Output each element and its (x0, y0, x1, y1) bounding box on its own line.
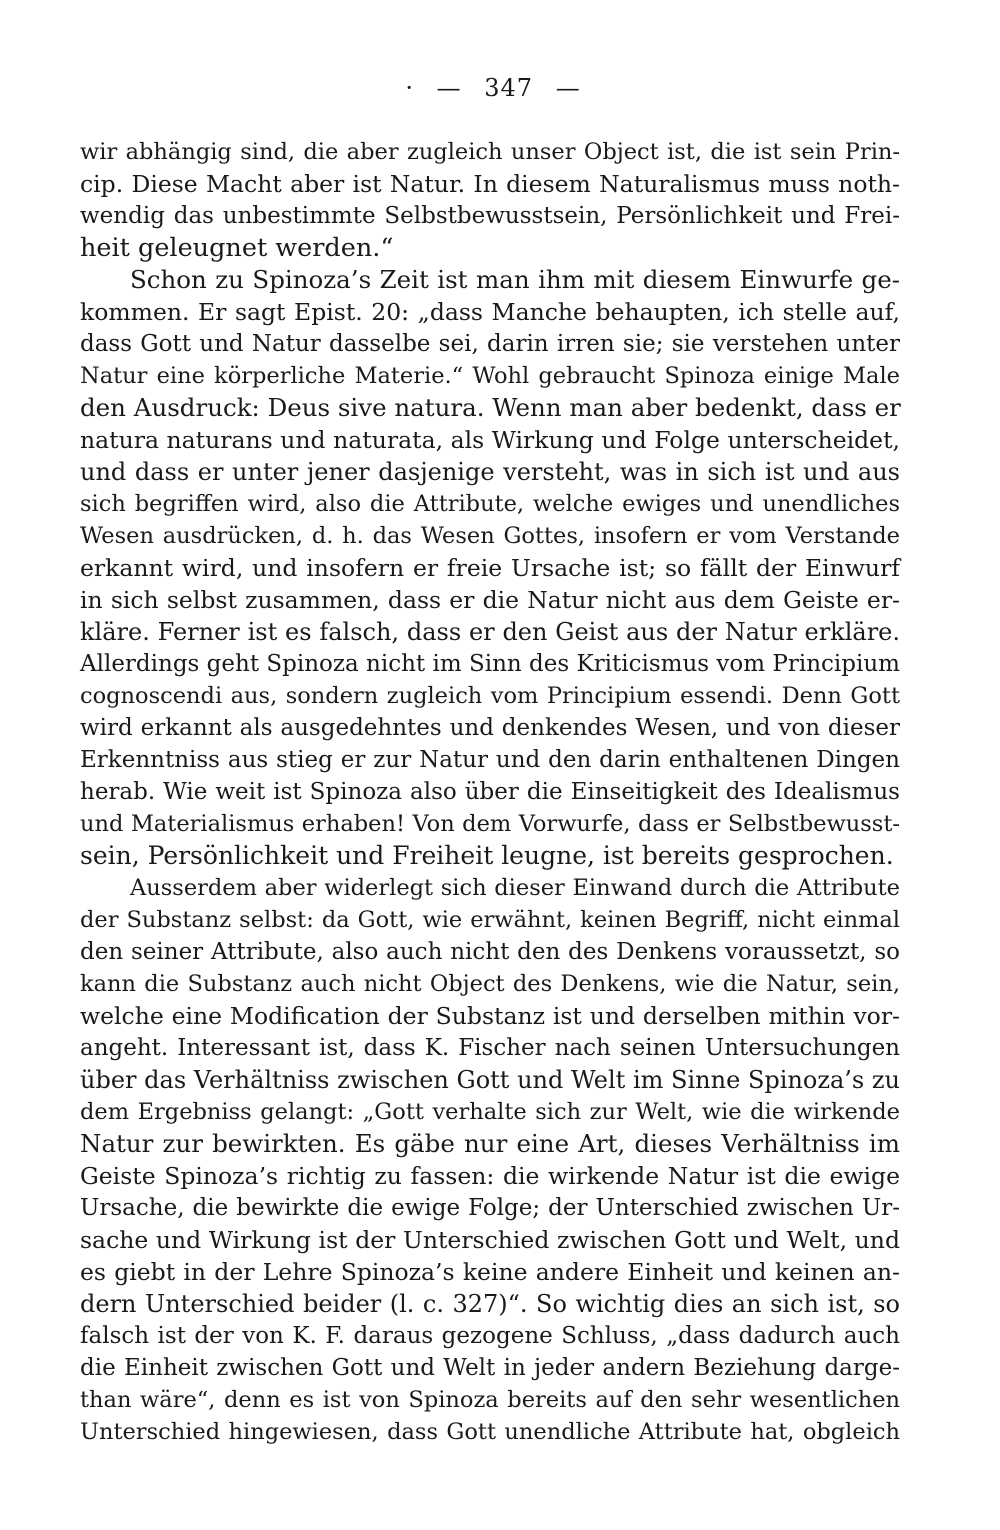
text-line: den seiner Attribute, also auch nicht den des Denkens voraussetzt, so (80, 939, 900, 965)
text-line: Ausserdem aber widerlegt sich dieser Einwand durch die Attribute (130, 875, 900, 901)
text-line: wir abhängig sind, die aber zugleich unser Object ist, die ist sein Prin- (80, 139, 900, 165)
text-line: herab. Wie weit ist Spinoza also über die Einseitigkeit des Idealismus (80, 779, 900, 805)
text-line: sache und Wirkung ist der Unterschied zwischen Gott und Welt, und (80, 1226, 900, 1254)
text-line: Schon zu Spinoza’s Zeit ist man ihm mit diesem Einwurfe ge- (130, 265, 900, 294)
text-line: kann die Substanz auch nicht Object des Denkens, wie die Natur, sein, (80, 971, 900, 997)
text-line: über das Verhältniss zwischen Gott und Welt im Sinne Spinoza’s zu (80, 1066, 900, 1094)
text-line: der Substanz selbst: da Gott, wie erwähnt, keinen Begriff, nicht einmal (80, 907, 900, 933)
text-line: welche eine Modification der Substanz ist und derselben mithin vor- (80, 1002, 900, 1030)
text-line: kommen. Er sagt Epist. 20: „dass Manche behaupten, ich stelle auf, (80, 298, 900, 326)
text-line: sein, Persönlichkeit und Freiheit leugne, ist bereits gesprochen. (80, 841, 894, 870)
text-line: die Einheit zwischen Gott und Welt in jeder andern Beziehung darge- (80, 1355, 900, 1381)
text-line: than wäre“, denn es ist von Spinoza bereits auf den sehr wesentlichen (80, 1387, 900, 1413)
page-header (0, 74, 1000, 102)
text-line: wendig das unbestimmte Selbstbewusstsein, Persönlichkeit und Frei- (80, 203, 900, 229)
text-line: Wesen ausdrücken, d. h. das Wesen Gottes, insofern er vom Verstande (80, 523, 900, 549)
text-line: Erkenntniss aus stieg er zur Natur und den darin enthaltenen Dingen (80, 747, 900, 773)
text-line: heit geleugnet werden.“ (80, 233, 394, 263)
header-dash-right: — (555, 74, 581, 102)
text-line: natura naturans und naturata, als Wirkung und Folge unterscheidet, (80, 426, 900, 454)
header-dash-left: — (436, 74, 462, 102)
text-line: Unterschied hingewiesen, dass Gott unendliche Attribute hat, obgleich (80, 1419, 900, 1445)
text-line: angeht. Interessant ist, dass K. Fischer nach seinen Untersuchungen (80, 1035, 900, 1061)
text-line: sich begriffen wird, also die Attribute, welche ewiges und unendliches (80, 491, 900, 517)
text-line: dem Ergebniss gelangt: „Gott verhalte sich zur Welt, wie die wirkende (80, 1099, 900, 1125)
text-line: es giebt in der Lehre Spinoza’s keine andere Einheit und keinen an- (80, 1258, 900, 1286)
text-line: wird erkannt als ausgedehntes und denkendes Wesen, und von dieser (80, 715, 900, 741)
text-line: Allerdings geht Spinoza nicht im Sinn des Kriticismus vom Principium (80, 651, 900, 677)
text-line: den Ausdruck: Deus sive natura. Wenn man aber bedenkt, dass er (80, 393, 901, 422)
text-line: erkannt wird, und insofern er freie Ursache ist; so fällt der Einwurf (80, 554, 900, 582)
text-line: in sich selbst zusammen, dass er die Natur nicht aus dem Geiste er- (80, 586, 900, 614)
text-line: cip. Diese Macht aber ist Natur. In diesem Naturalismus muss noth- (80, 170, 900, 198)
text-line: Natur zur bewirkten. Es gäbe nur eine Art, dieses Verhältniss im (80, 1129, 900, 1158)
text-line: dass Gott und Natur dasselbe sei, darin irren sie; sie verstehen unter (80, 331, 900, 357)
text-line: cognoscendi aus, sondern zugleich vom Principium essendi. Denn Gott (80, 683, 900, 709)
text-line: und dass er unter jener dasjenige versteht, was in sich ist und aus (80, 458, 900, 486)
text-line: Geiste Spinoza’s richtig zu fassen: die wirkende Natur ist die ewige (80, 1162, 900, 1190)
text-line: und Materialismus erhaben! Von dem Vorwurfe, dass er Selbstbewusst- (80, 811, 900, 837)
header-dot: · (405, 74, 414, 102)
text-line: Natur eine körperliche Materie.“ Wohl gebraucht Spinoza einige Male (80, 363, 900, 389)
text-line: dern Unterschied beider (l. c. 327)“. So wichtig dies an sich ist, so (80, 1290, 900, 1318)
text-line: kläre. Ferner ist es falsch, dass er den Geist aus der Natur erkläre. (80, 618, 900, 646)
page-number: 347 (484, 74, 534, 102)
text-line: falsch ist der von K. F. daraus gezogene Schluss, „dass dadurch auch (80, 1323, 900, 1349)
text-line: Ursache, die bewirkte die ewige Folge; der Unterschied zwischen Ur- (80, 1195, 900, 1221)
